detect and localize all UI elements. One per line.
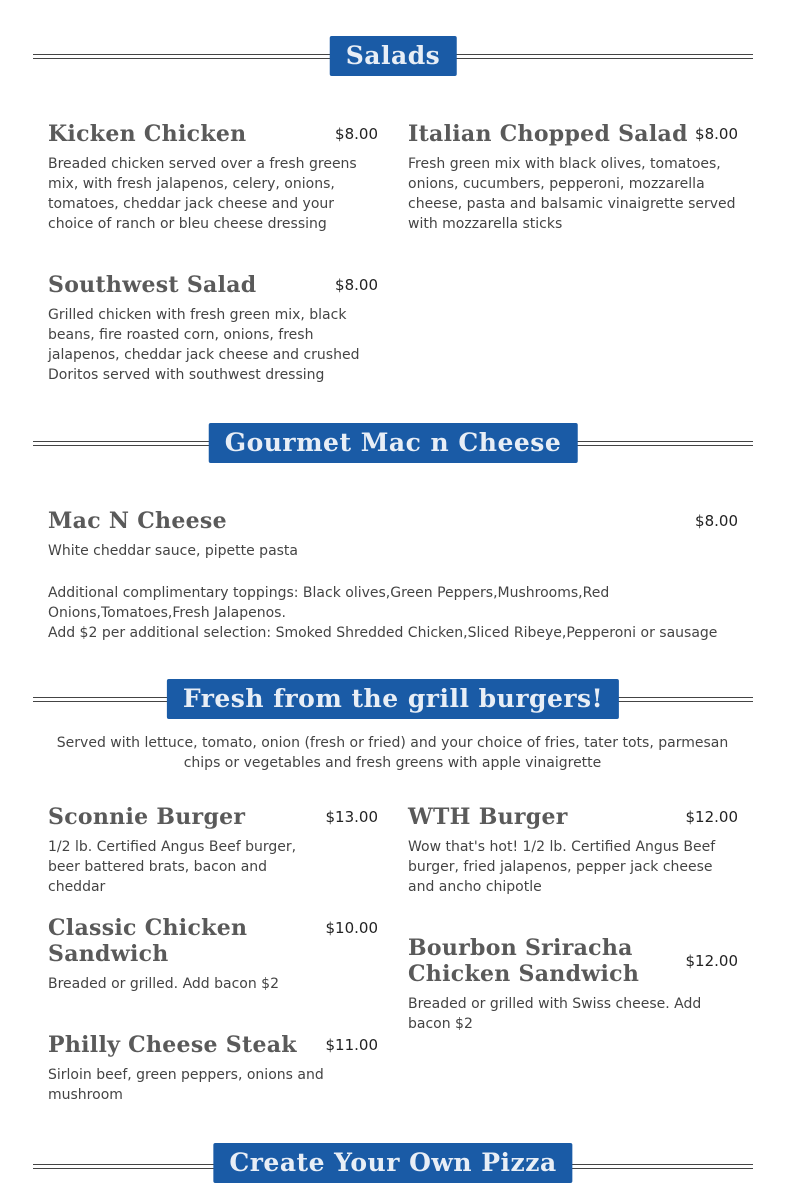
item-price: $12.00 bbox=[685, 952, 738, 970]
item-price: $10.00 bbox=[325, 919, 378, 937]
section-title: Create Your Own Pizza bbox=[213, 1143, 572, 1183]
section-title: Gourmet Mac n Cheese bbox=[209, 423, 578, 463]
section-header-burgers bbox=[33, 679, 753, 719]
item-name: Italian Chopped Salad bbox=[408, 121, 688, 147]
menu-item-italian-chopped-salad bbox=[408, 121, 738, 234]
item-description: Grilled chicken with fresh green mix, black beans, fire roasted corn, onions, fresh jalapenos, cheddar jack cheese and crushed Doritos served with southwest dressing bbox=[48, 307, 360, 383]
item-description: Wow that's hot! 1/2 lb. Certified Angus Beef burger, fried jalapenos, pepper jack cheese and ancho chipotle bbox=[408, 839, 716, 895]
item-price: $8.00 bbox=[335, 276, 378, 294]
item-description: Sirloin beef, green peppers, onions and mushroom bbox=[48, 1067, 324, 1103]
section-title: Fresh from the grill burgers! bbox=[167, 679, 619, 719]
burgers-intro-text: Served with lettuce, tomato, onion (fresh or fried) and your choice of fries, tater tots, parmesan chips or vegetables and fresh greens with apple vinaigrette bbox=[56, 735, 729, 771]
menu-item-mac-n-cheese bbox=[48, 508, 738, 561]
menu-item-kicken-chicken bbox=[48, 121, 378, 234]
item-name: Sconnie Burger bbox=[48, 804, 246, 830]
section-header-pizza bbox=[33, 1143, 753, 1183]
extra-selection-text: Add $2 per additional selection: Smoked Shredded Chicken,Sliced Ribeye,Pepperoni or sausage bbox=[48, 625, 718, 641]
item-price: $11.00 bbox=[325, 1036, 378, 1054]
item-description: 1/2 lb. Certified Angus Beef burger, beer battered brats, bacon and cheddar bbox=[48, 839, 297, 895]
item-name: WTH Burger bbox=[408, 804, 568, 830]
burgers-intro bbox=[40, 733, 745, 773]
menu-item-philly-cheese-steak bbox=[48, 1032, 378, 1105]
item-name: Philly Cheese Steak bbox=[48, 1032, 297, 1058]
menu-item-bourbon-sriracha-chicken-sandwich bbox=[408, 935, 738, 1034]
section-title: Salads bbox=[330, 36, 457, 76]
menu-item-sconnie-burger bbox=[48, 804, 378, 897]
extra-selection-note bbox=[48, 623, 748, 643]
item-description: Breaded chicken served over a fresh greens mix, with fresh jalapenos, celery, onions, tomatoes, cheddar jack cheese and your choice of ranch or bleu cheese dressing bbox=[48, 156, 357, 232]
item-description: Fresh green mix with black olives, tomatoes, onions, cucumbers, pepperoni, mozzarella cheese, pasta and balsamic vinaigrette served with mozzarella sticks bbox=[408, 156, 736, 232]
section-header-salads bbox=[33, 36, 753, 76]
item-price: $8.00 bbox=[695, 512, 738, 530]
menu-item-wth-burger bbox=[408, 804, 738, 897]
item-name: Mac N Cheese bbox=[48, 508, 227, 534]
item-name: Bourbon Sriracha Chicken Sandwich bbox=[408, 935, 640, 987]
item-description: White cheddar sauce, pipette pasta bbox=[48, 543, 299, 559]
item-name: Southwest Salad bbox=[48, 272, 257, 298]
menu-item-southwest-salad bbox=[48, 272, 378, 385]
item-description: Breaded or grilled. Add bacon $2 bbox=[48, 976, 279, 992]
toppings-text: Additional complimentary toppings: Black olives,Green Peppers,Mushrooms,Red Onions,Tomatoes,Fresh Jalapenos. bbox=[48, 585, 610, 621]
menu-item-classic-chicken-sandwich bbox=[48, 915, 378, 994]
item-name: Kicken Chicken bbox=[48, 121, 247, 147]
item-price: $8.00 bbox=[695, 125, 738, 143]
section-header-mac-n-cheese bbox=[33, 423, 753, 463]
toppings-note bbox=[48, 583, 648, 623]
item-price: $13.00 bbox=[325, 808, 378, 826]
item-description: Breaded or grilled with Swiss cheese. Add bacon $2 bbox=[408, 996, 702, 1032]
item-price: $8.00 bbox=[335, 125, 378, 143]
item-price: $12.00 bbox=[685, 808, 738, 826]
item-name: Classic Chicken Sandwich bbox=[48, 915, 248, 967]
